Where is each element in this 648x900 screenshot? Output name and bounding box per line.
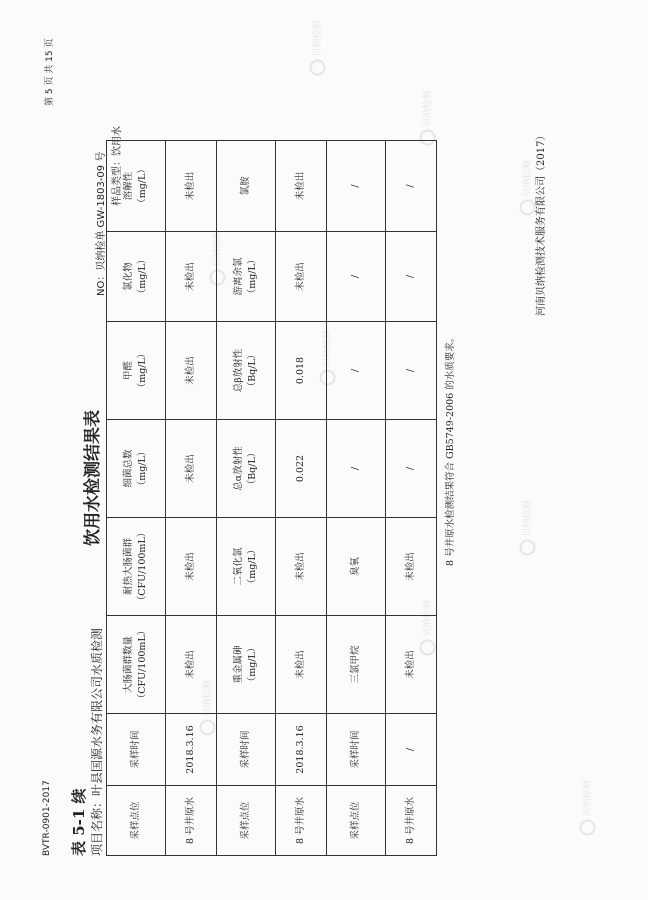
header-cell: 采样点位 bbox=[327, 786, 386, 856]
header-cell: 细菌总数 （mg/L） bbox=[107, 420, 166, 518]
header-cell: 总β放射性 （Bq/L） bbox=[217, 322, 276, 420]
project-name: 项目名称：叶县国源水务有限公司水质检测 bbox=[90, 627, 104, 856]
table-cell: 未检出 bbox=[276, 232, 327, 322]
table-cell: / bbox=[386, 232, 437, 322]
table-cell: 0.018 bbox=[276, 322, 327, 420]
watermark-logo: 贝纳检测 bbox=[420, 90, 436, 145]
watermark-logo: 贝纳检测 bbox=[320, 330, 336, 385]
watermark-logo: 贝纳检测 bbox=[210, 230, 226, 285]
page-number: 第 5 页 共 15 页 bbox=[45, 38, 55, 106]
table-cell: 0.022 bbox=[276, 420, 327, 518]
landscape-content bbox=[42, 36, 584, 856]
watermark-logo: 贝纳检测 bbox=[520, 500, 536, 555]
header-cell: 采样时间 bbox=[327, 714, 386, 786]
table-cell: 8 号井原水 bbox=[166, 786, 217, 856]
company-stamp: 河南贝纳检测技术服务有限公司（2017） bbox=[536, 130, 547, 316]
table-title: 表 5-1 续 bbox=[70, 788, 88, 856]
report-number: NO：贝纳检单 GW-1803-09 号 bbox=[96, 151, 107, 296]
header-cell: 氯化物 （mg/L） bbox=[107, 232, 166, 322]
table-cell: 未检出 bbox=[276, 616, 327, 714]
table-cell: 未检出 bbox=[386, 616, 437, 714]
table-cell: / bbox=[386, 141, 437, 232]
table-cell: 2018.3.16 bbox=[166, 714, 217, 786]
header-cell: 氯胺 bbox=[217, 141, 276, 232]
table-cell: / bbox=[386, 714, 437, 786]
header-cell: 二氧化氯 （mg/L） bbox=[217, 518, 276, 616]
header-cell: 溶解性 （mg/L） bbox=[107, 141, 166, 232]
header-cell: 甲醛 （mg/L） bbox=[107, 322, 166, 420]
watermark-logo: 贝纳检测 bbox=[420, 600, 436, 655]
header-cell: 采样点位 bbox=[217, 786, 276, 856]
table-header-row bbox=[327, 141, 386, 856]
page-title: 饮用水检测结果表 bbox=[83, 410, 103, 546]
header-cell: 三氯甲烷 bbox=[327, 616, 386, 714]
header-cell: 采样时间 bbox=[217, 714, 276, 786]
header-cell: / bbox=[327, 420, 386, 518]
table-row bbox=[386, 141, 437, 856]
table-cell: 未检出 bbox=[166, 141, 217, 232]
table-cell: / bbox=[386, 322, 437, 420]
header-cell: 采样点位 bbox=[107, 786, 166, 856]
table-header-row bbox=[217, 141, 276, 856]
header-cell: 游离余氯 （mg/L） bbox=[217, 232, 276, 322]
watermark-logo: 贝纳检测 bbox=[310, 20, 326, 75]
table-cell: 8 号井原水 bbox=[386, 786, 437, 856]
header-cell: / bbox=[327, 322, 386, 420]
table-cell: 2018.3.16 bbox=[276, 714, 327, 786]
table-cell: 未检出 bbox=[166, 616, 217, 714]
header-cell: 耐热大肠菌群 （CFU/100mL） bbox=[107, 518, 166, 616]
conclusion-note: 8 号井原水检测结果符合 GB5749-2006 的水质要求。 bbox=[445, 332, 456, 566]
table-cell: 未检出 bbox=[276, 141, 327, 232]
table-cell: / bbox=[386, 420, 437, 518]
table-cell: 未检出 bbox=[166, 420, 217, 518]
header-cell: 重金属砷 （mg/L） bbox=[217, 616, 276, 714]
header-cell: 采样时间 bbox=[107, 714, 166, 786]
watermark-logo: 贝纳检测 bbox=[580, 780, 596, 835]
header-cell: / bbox=[327, 232, 386, 322]
table-cell: 未检出 bbox=[276, 518, 327, 616]
header-cell: / bbox=[327, 141, 386, 232]
header-cell: 臭氧 bbox=[327, 518, 386, 616]
table-cell: 未检出 bbox=[166, 232, 217, 322]
watermark-logo: 贝纳检测 bbox=[520, 160, 536, 215]
table-cell: 未检出 bbox=[386, 518, 437, 616]
table-row bbox=[276, 141, 327, 856]
header-cell: 总α放射性 （Bq/L） bbox=[217, 420, 276, 518]
table-row bbox=[166, 141, 217, 856]
doc-code: BVTR-0901-2017 bbox=[42, 780, 52, 856]
sample-type: 样品类型：饮用水 bbox=[112, 126, 123, 206]
watermark-logo: 贝纳检测 bbox=[200, 680, 216, 735]
header-cell: 大肠菌群数量 （CFU/100mL） bbox=[107, 616, 166, 714]
table-cell: 8 号井原水 bbox=[276, 786, 327, 856]
table-cell: 未检出 bbox=[166, 518, 217, 616]
table-header-row bbox=[107, 141, 166, 856]
results-table bbox=[106, 140, 437, 856]
table-cell: 未检出 bbox=[166, 322, 217, 420]
